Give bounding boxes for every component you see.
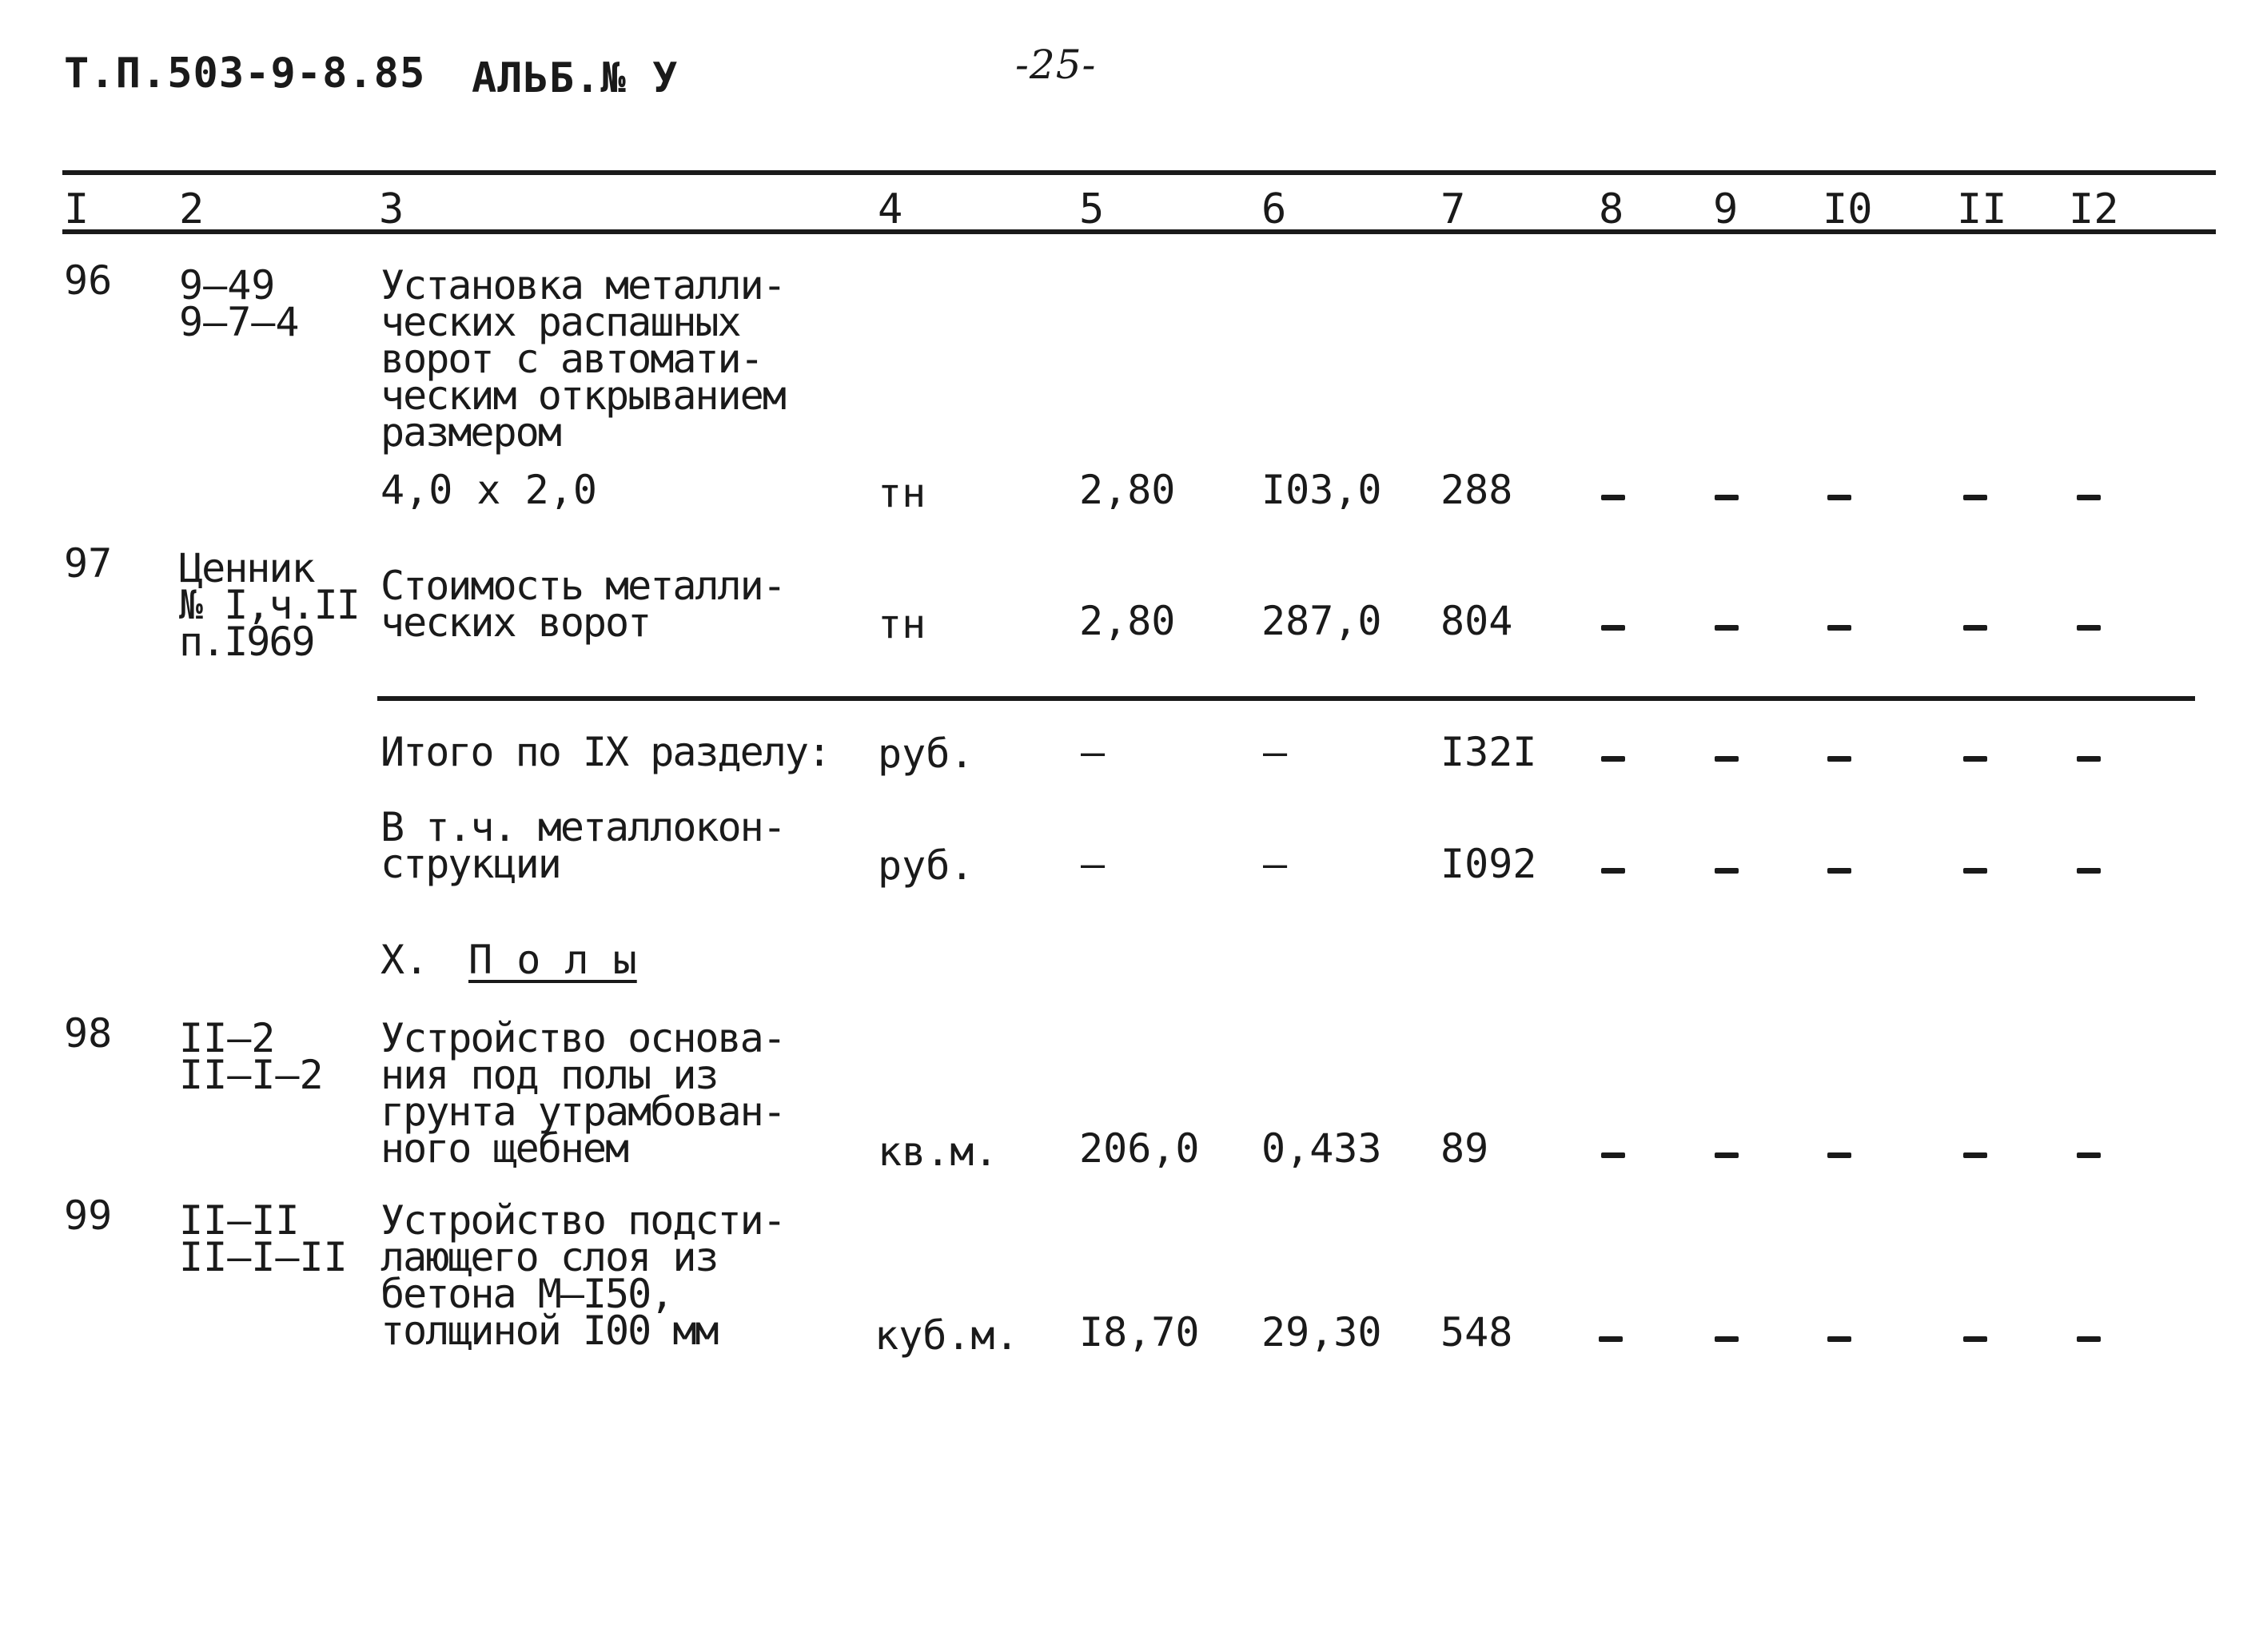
description-line: лающего слоя из: [380, 1234, 718, 1280]
total-cost-cell: 804: [1440, 598, 1513, 644]
row-number: 99: [64, 1192, 113, 1239]
quantity-cell: –: [1081, 729, 1106, 775]
description-line: Стоимость металли-: [380, 563, 785, 609]
empty-cell-dash: [2077, 868, 2101, 874]
col-header-3: 3: [379, 185, 404, 233]
unit-cell: тн: [878, 470, 926, 516]
quantity-cell: 2,80: [1079, 467, 1176, 513]
section-total-rule: [377, 696, 2195, 701]
description-line: ния под полы из: [380, 1052, 718, 1098]
empty-cell-dash: [1963, 868, 1987, 874]
col-header-5: 5: [1079, 185, 1105, 233]
estimate-code-line: II–I–II: [179, 1234, 348, 1280]
description-line: ческих распашных: [380, 299, 740, 345]
empty-cell-dash: [1963, 1152, 1987, 1158]
unit-price-cell: 29,30: [1261, 1309, 1382, 1355]
col-header-2: 2: [179, 185, 205, 233]
estimate-code-line: II–2: [179, 1015, 276, 1061]
unit-cell: куб.м.: [875, 1312, 1019, 1359]
col-header-6: 6: [1261, 185, 1287, 233]
empty-cell-dash: [1715, 1336, 1739, 1342]
unit-price-cell: 0,433: [1261, 1125, 1382, 1172]
album-number: АЛЬБ.№ У: [472, 54, 679, 102]
empty-cell-dash: [2077, 1336, 2101, 1342]
empty-cell-dash: [1963, 625, 1987, 631]
col-header-1: I: [64, 185, 90, 233]
description-size: 4,0 х 2,0: [380, 467, 597, 513]
empty-cell-dash: [1715, 1152, 1739, 1158]
description-line: грунта утрамбован-: [380, 1089, 785, 1135]
description-line: бетона М–I50,: [380, 1271, 673, 1317]
empty-cell-dash: [1715, 868, 1739, 874]
description-line: ворот с автомати-: [380, 336, 763, 382]
empty-cell-dash: [2077, 495, 2101, 500]
unit-price-cell: –: [1263, 841, 1288, 887]
description-line: ного щебнем: [380, 1125, 628, 1172]
price-list-line: п.I969: [179, 619, 314, 665]
total-cost-cell: 548: [1440, 1309, 1513, 1355]
col-header-7: 7: [1440, 185, 1466, 233]
quantity-cell: 2,80: [1079, 598, 1176, 644]
section-total-label: Итого по IX разделу:: [380, 729, 831, 775]
empty-cell-dash: [1827, 495, 1851, 500]
subtotal-label-line: В т.ч. металлокон-: [380, 804, 785, 850]
col-header-4: 4: [878, 185, 903, 233]
document-code: Т.П.503-9-8.85: [64, 50, 426, 98]
empty-cell-dash: [2077, 756, 2101, 762]
section-title: П о л ы: [468, 937, 637, 983]
description-line: ческим открыванием: [380, 372, 785, 419]
description-line: Устройство основа-: [380, 1015, 785, 1061]
estimate-code-line: II–I–2: [179, 1052, 324, 1098]
empty-cell-dash: [2077, 1152, 2101, 1158]
estimate-code-line: 9–49: [179, 262, 276, 309]
empty-cell-dash: [1827, 625, 1851, 631]
col-header-11: II: [1957, 185, 2007, 233]
unit-price-cell: –: [1263, 729, 1288, 775]
total-cost-cell: 89: [1440, 1125, 1489, 1172]
unit-cell: руб.: [878, 730, 974, 777]
description-line: толщиной I00 мм: [380, 1308, 718, 1354]
row-number: 98: [64, 1010, 113, 1057]
col-header-8: 8: [1599, 185, 1624, 233]
unit-price-cell: I03,0: [1261, 467, 1382, 513]
empty-cell-dash: [1601, 1152, 1625, 1158]
empty-cell-dash: [1827, 868, 1851, 874]
empty-cell-dash: [1963, 495, 1987, 500]
row-number: 96: [64, 257, 113, 304]
col-header-9: 9: [1713, 185, 1739, 233]
empty-cell-dash: [1963, 756, 1987, 762]
empty-cell-dash: [1715, 756, 1739, 762]
empty-cell-dash: [1601, 625, 1625, 631]
unit-cell: кв.м.: [878, 1129, 998, 1175]
subtotal-label-line: струкции: [380, 841, 560, 887]
table-top-rule: [62, 170, 2216, 175]
row-number: 97: [64, 540, 113, 587]
empty-cell-dash: [1715, 625, 1739, 631]
description-line: ческих ворот: [380, 599, 651, 646]
empty-cell-dash: [1827, 1336, 1851, 1342]
empty-cell-dash: [1599, 1336, 1623, 1342]
unit-cell: руб.: [878, 842, 974, 889]
unit-price-cell: 287,0: [1261, 598, 1382, 644]
empty-cell-dash: [1963, 1336, 1987, 1342]
price-list-line: Ценник: [179, 545, 314, 591]
empty-cell-dash: [1827, 1152, 1851, 1158]
price-list-line: № I,ч.II: [179, 582, 359, 628]
description-line: размером: [380, 409, 560, 456]
empty-cell-dash: [1601, 495, 1625, 500]
estimate-code-line: 9–7–4: [179, 299, 300, 345]
empty-cell-dash: [2077, 625, 2101, 631]
section-number: X.: [380, 937, 429, 983]
empty-cell-dash: [1601, 756, 1625, 762]
empty-cell-dash: [1827, 756, 1851, 762]
description-line: Установка металли-: [380, 262, 785, 309]
total-cost-cell: I32I: [1440, 729, 1537, 775]
quantity-cell: I8,70: [1079, 1309, 1200, 1355]
empty-cell-dash: [1601, 868, 1625, 874]
unit-cell: тн: [878, 601, 926, 647]
quantity-cell: –: [1081, 841, 1106, 887]
col-header-10: I0: [1823, 185, 1873, 233]
estimate-code-line: II–II: [179, 1197, 300, 1244]
empty-cell-dash: [1715, 495, 1739, 500]
page-number: -25-: [1015, 42, 1097, 88]
total-cost-cell: I092: [1440, 841, 1537, 887]
quantity-cell: 206,0: [1079, 1125, 1200, 1172]
description-line: Устройство подсти-: [380, 1197, 785, 1244]
total-cost-cell: 288: [1440, 467, 1513, 513]
col-header-12: I2: [2069, 185, 2119, 233]
